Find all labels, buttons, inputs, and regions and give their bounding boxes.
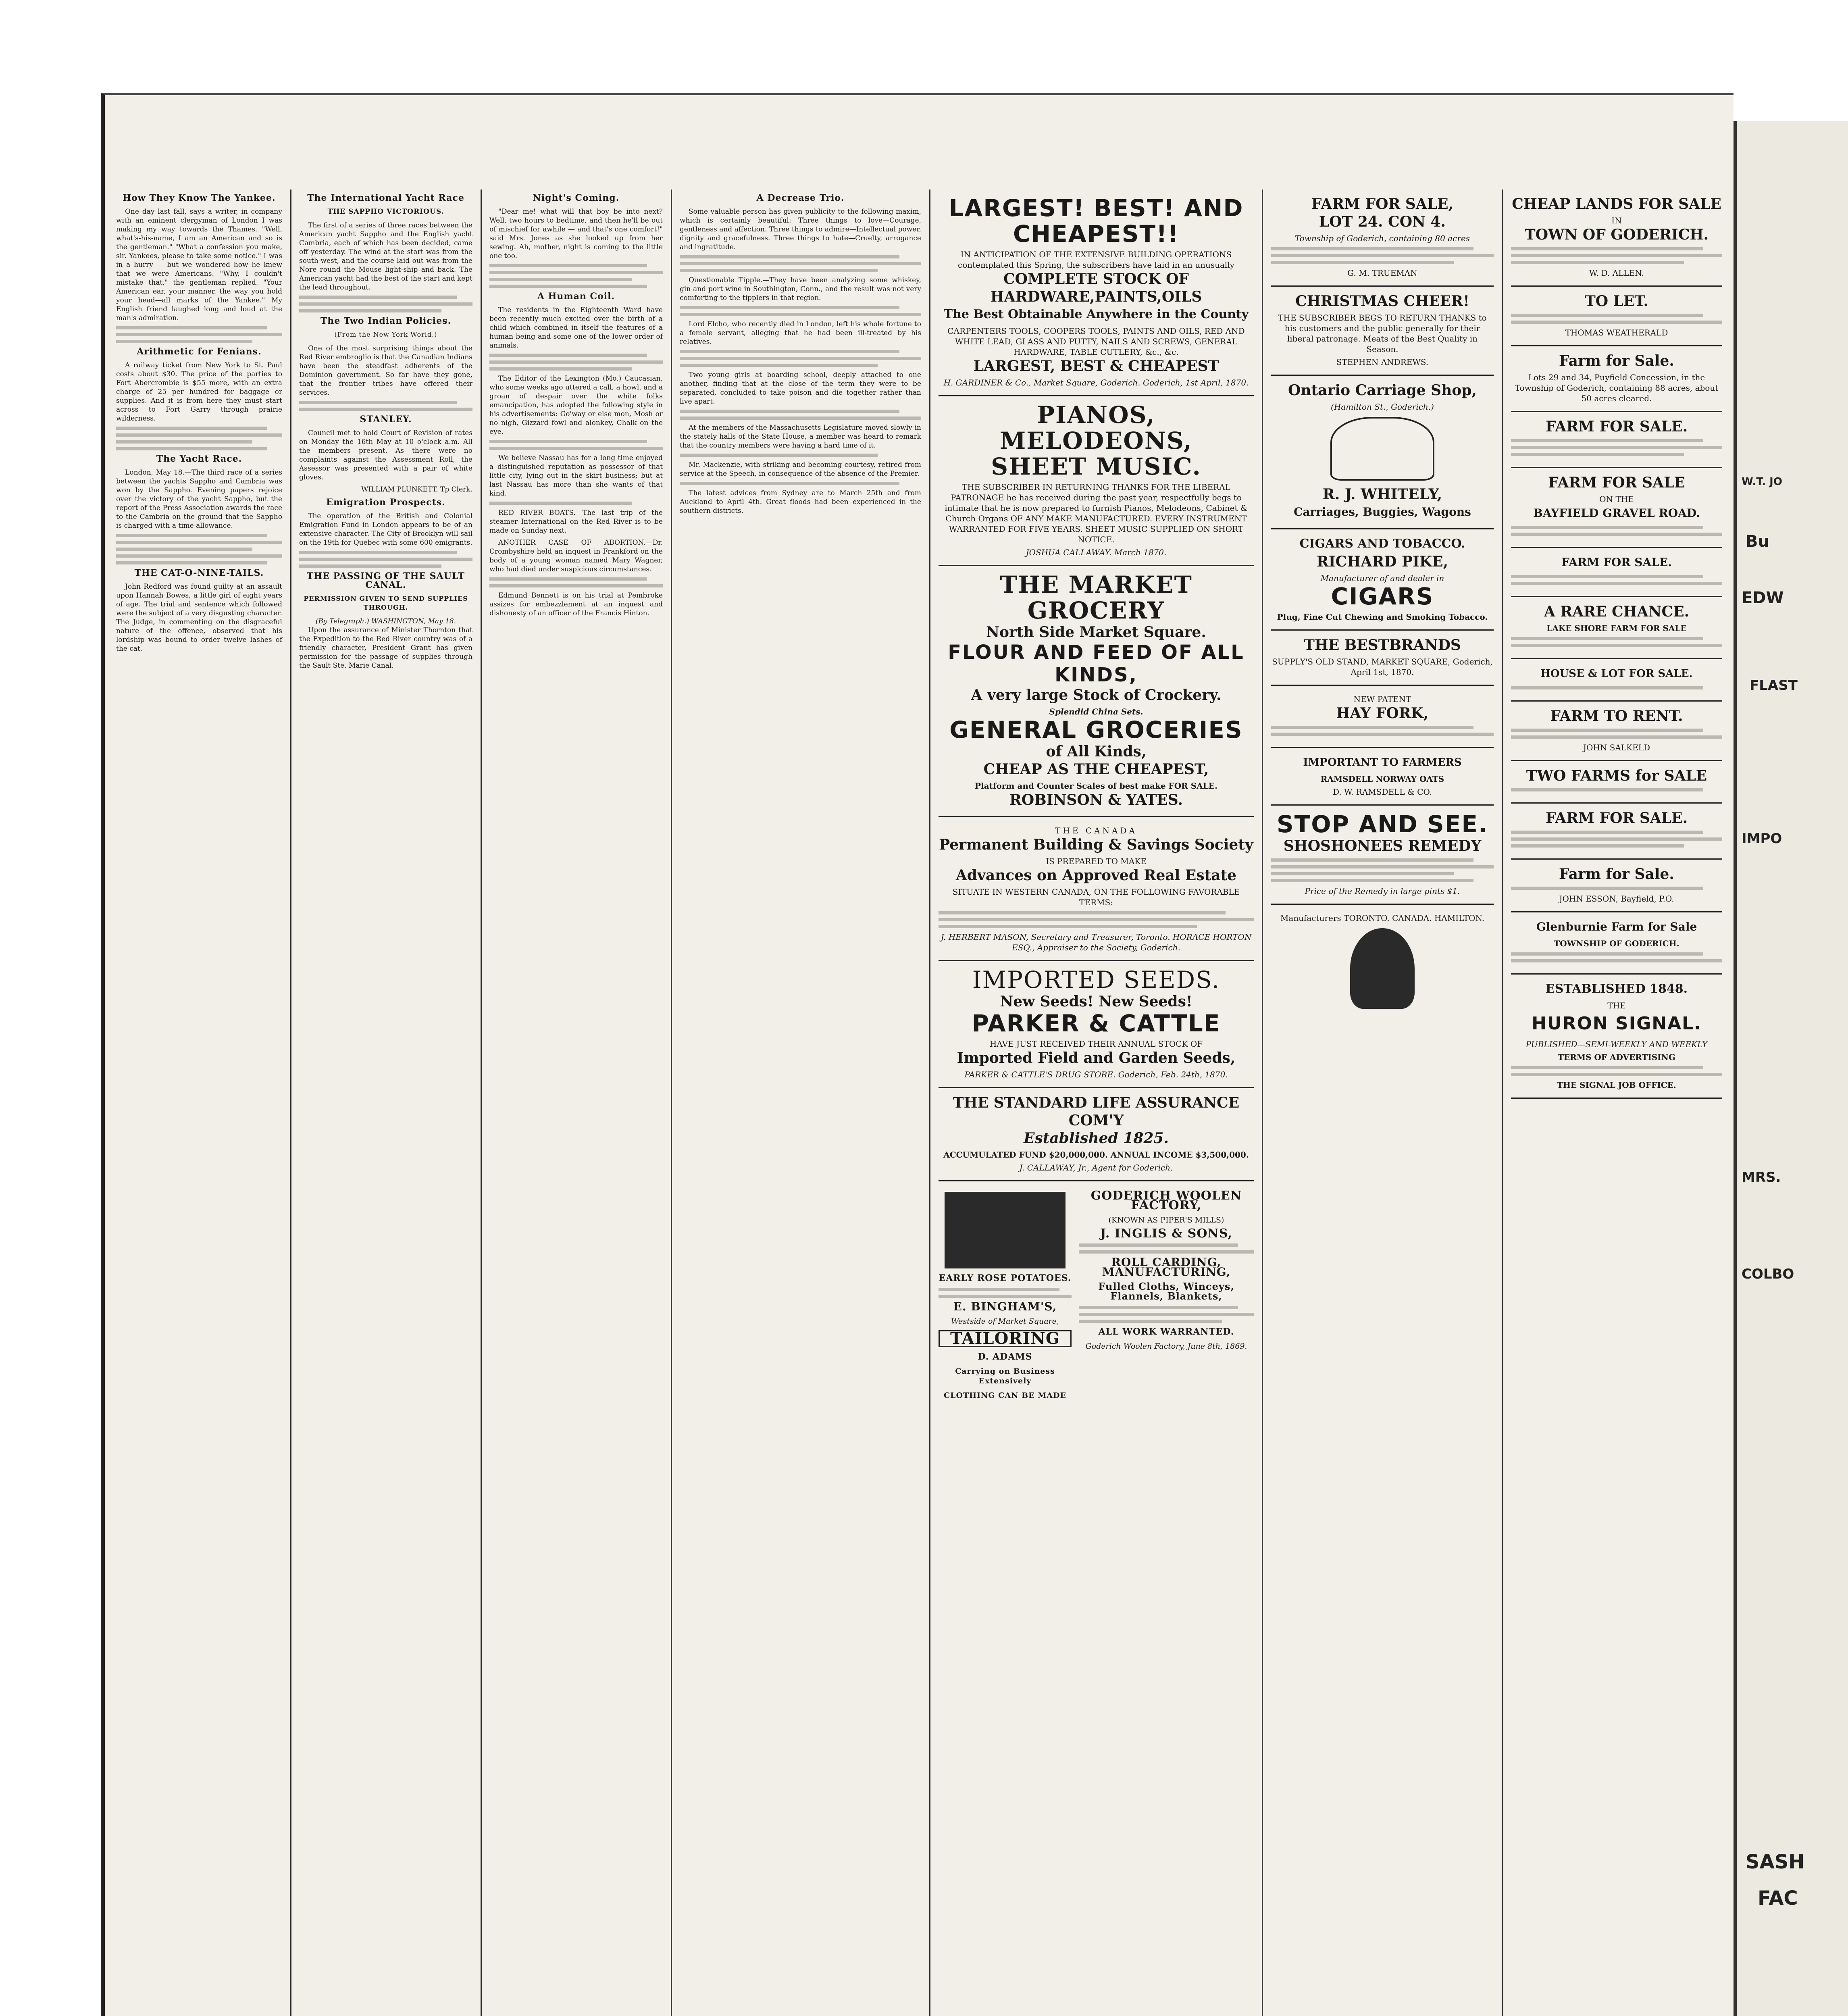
edge-fragment: FAC — [1758, 1887, 1798, 1910]
ad-headline: IMPORTED SEEDS. — [972, 966, 1220, 993]
ad-signature: PARKER & CATTLE'S DRUG STORE. Goderich, Feb. 24th, 1870. — [964, 1070, 1228, 1079]
ad-text: THE SUBSCRIBER IN RETURNING THANKS FOR THE LIBERAL PATRONAGE he has received during the past year, respectfully begs to intimate that he is now prepared to furnish Pianos, Melodeons, Cabinet & Church Organs OF ANY MAKE MANUFACTURED. EVERY INSTRUMENT WARRANTED FOR FIVE YEARS. SHEET MUSIC SUPPLIED ON SHORT NOTICE. — [945, 482, 1248, 544]
christmas-cheer-ad — [1271, 287, 1494, 376]
ad-headline: CHRISTMAS CHEER! — [1295, 293, 1469, 310]
farm-for-sale-ad — [1271, 190, 1494, 287]
house-lot-ad — [1511, 659, 1722, 702]
building-society-advertisement — [939, 817, 1254, 961]
ad-headline: FARM FOR SALE, — [1311, 196, 1454, 212]
farm-for-sale-ad — [1511, 412, 1722, 468]
article-body: Mr. Mackenzie, with striking and becoming courtesy, retired from service at the Speech, in consequence of the absence of the Premier. — [680, 461, 921, 478]
ad-headline: PARKER & CATTLE — [972, 1010, 1221, 1037]
ad-headline: Imported Field and Garden Seeds, — [957, 1050, 1236, 1066]
potatoes-illustration — [945, 1192, 1066, 1268]
ad-headline: J. INGLIS & SONS, — [1100, 1227, 1232, 1241]
article-body: The Editor of the Lexington (Mo.) Caucasian, who some weeks ago uttered a call, a howl, and a groan of despair over the white folks emancipation, has adopted the following style in his advertisements: Go'way or else mon, Mosh or no nigh, Gizzard fowl and alonkey, Chalk on the eye. — [489, 375, 663, 436]
ad-signature: JOSHUA CALLAWAY. March 1870. — [1026, 548, 1167, 557]
ad-headline: HAY FORK, — [1336, 705, 1429, 722]
edge-fragment: W.T. JO — [1742, 476, 1782, 488]
ad-headline: Permanent Building & Savings Society — [939, 836, 1253, 853]
article-body: The first of a series of three races between the American yacht Sappho and the English yacht Cambria, each of which has been decided, came off yesterday. The wind at the start was from the south-west, and the course laid out was from the Nore round the Mouse light-ship and back. The American yacht had the best of the start and kept the lead throughout. — [299, 221, 472, 292]
ad-signature: STEPHEN ANDREWS. — [1336, 357, 1429, 367]
ad-item-list: CARPENTERS TOOLS, COOPERS TOOLS, PAINTS AND OILS, RED AND WHITE LEAD, GLASS AND PUTTY, NAILS AND SCREWS, GENERAL HARDWARE, TABLE CUTLERY, &c., &c. — [947, 326, 1245, 357]
ad-headline: LARGEST, BEST & CHEAPEST — [973, 358, 1219, 375]
cheap-lands-ad — [1511, 190, 1722, 287]
ad-headline: New Seeds! New Seeds! — [1000, 993, 1192, 1010]
article-body: Lord Elcho, who recently died in London, left his whole fortune to a female servant, alleging that he had been ill-treated by his relatives. — [680, 320, 921, 346]
article-body: RED RIVER BOATS.—The last trip of the steamer International on the Red River is to be made on Sunday next. — [489, 509, 663, 535]
ad-signature: Goderich Woolen Factory, June 8th, 1869. — [1085, 1342, 1247, 1351]
ad-headline: IMPORTANT TO FARMERS — [1303, 756, 1462, 768]
ad-text: PUBLISHED—SEMI-WEEKLY AND WEEKLY — [1525, 1039, 1708, 1049]
article-title: The International Yacht Race — [307, 193, 464, 203]
ad-headline: Farm for Sale. — [1559, 352, 1674, 369]
ad-headline: TAILORING — [939, 1330, 1072, 1347]
ad-headline: CIGARS — [1331, 583, 1434, 610]
adjacent-page-edge — [1734, 121, 1848, 2016]
column-5-advertisements — [931, 190, 1261, 2016]
article-title: The Yacht Race. — [156, 454, 242, 464]
ad-text: RAMSDELL NORWAY OATS — [1320, 774, 1444, 784]
ad-signature: JOHN ESSON, Bayfield, P.O. — [1559, 894, 1674, 904]
ad-text: ON THE — [1599, 494, 1634, 504]
rare-chance-ad — [1511, 597, 1722, 659]
signature: WILLIAM PLUNKETT, Tp Clerk. — [361, 485, 472, 494]
carriage-illustration — [1330, 417, 1434, 481]
ad-headline: SHOSHONEES REMEDY — [1283, 837, 1482, 854]
ad-text: IS PREPARED TO MAKE — [1046, 856, 1147, 866]
bottom-ad-row — [939, 1181, 1254, 1405]
edge-fragment: EDW — [1742, 589, 1784, 607]
ad-headline: TWO FARMS for SALE — [1526, 767, 1707, 784]
ad-text: Price of the Remedy in large pints $1. — [1305, 886, 1460, 896]
ad-text: THE — [1607, 1001, 1626, 1010]
ad-headline: D. ADAMS — [978, 1352, 1032, 1362]
ad-headline: HOUSE & LOT FOR SALE. — [1540, 668, 1693, 680]
column-rule — [290, 190, 291, 2016]
edge-fragment: IMPO — [1742, 831, 1782, 847]
article-title: How They Know The Yankee. — [123, 193, 276, 203]
article-title: THE PASSING OF THE SAULT CANAL. — [307, 571, 465, 590]
column-rule — [481, 190, 482, 2016]
ad-headline: EARLY ROSE POTATOES. — [939, 1273, 1072, 1283]
column-3 — [482, 190, 670, 2016]
article-subtitle: PERMISSION GIVEN TO SEND SUPPLIES THROUGH. — [304, 595, 468, 611]
ad-headline: A very large Stock of Crockery. — [971, 687, 1222, 704]
ad-signature: JOHN SALKELD — [1583, 743, 1650, 752]
ad-headline: Fulled Cloths, Winceys, Flannels, Blankets, — [1098, 1281, 1234, 1302]
ad-signature: ROBINSON & YATES. — [1009, 791, 1183, 808]
woolen-factory-advertisement — [1079, 1187, 1254, 1405]
ad-headline: ALL WORK WARRANTED. — [1098, 1327, 1234, 1337]
ad-headline: PIANOS, MELODEONS, — [1000, 401, 1192, 454]
edge-fragment: COLBO — [1742, 1266, 1794, 1282]
ad-text: LAKE SHORE FARM FOR SALE — [1546, 623, 1687, 633]
article-subtitle: (From the New York World.) — [334, 331, 437, 338]
article-body: "Dear me! what will that boy be into next? Well, two hours to bedtime, and then he'll be out of mischief for awhile — and that's one comfort!" said Mrs. Jones as she looked up from her sewing. Ah, mother, night is coming to the little one too. — [489, 208, 663, 260]
ad-headline: GENERAL GROCERIES — [949, 716, 1243, 744]
ad-headline: TO LET. — [1584, 293, 1649, 310]
article-title: A Human Coil. — [537, 291, 615, 302]
article-body: Questionable Tipple.—They have been analyzing some whiskey, gin and port wine in Southington, Conn., and the result was not very comforting to the tipplers in that region. — [680, 276, 921, 302]
article-body: John Redford was found guilty at an assault upon Hannah Bowes, a little girl of eight years of age. The trial and sentence which followed were the subject of a very disgusting character. The Judge, in commenting on the disgraceful nature of the offence, observed that his lordship was bound to order twelve lashes of the cat. — [116, 583, 282, 653]
ad-text: NEW PATENT — [1353, 694, 1411, 704]
farm-for-sale-ad — [1511, 804, 1722, 860]
article-title: Night's Coming. — [533, 193, 620, 203]
carriage-shop-ad — [1271, 376, 1494, 529]
ad-text: Plug, Fine Cut Chewing and Smoking Tobacco. — [1277, 612, 1488, 622]
ad-headline: RICHARD PIKE, — [1316, 553, 1448, 570]
column-7-advertisements — [1504, 190, 1729, 2016]
ad-headline: R. J. WHITELY, — [1322, 486, 1442, 503]
ad-headline: ESTABLISHED 1848. — [1545, 982, 1688, 996]
column-4 — [672, 190, 928, 2016]
ad-headline: COMPLETE STOCK OF HARDWARE,PAINTS,OILS — [990, 271, 1202, 305]
ad-headline: BAYFIELD GRAVEL ROAD. — [1533, 506, 1700, 520]
article-body: We believe Nassau has for a long time enjoyed a distinguished reputation as possessor of that little city, lying out in the skirt business; but at last Nassau has more than she wants of that kind. — [489, 454, 663, 498]
ad-text: SUPPLY'S OLD STAND, MARKET SQUARE, Goderich, April 1st, 1870. — [1272, 657, 1493, 677]
article-title: STANLEY. — [360, 414, 412, 425]
cigars-ad — [1271, 529, 1494, 631]
article-body: ANOTHER CASE OF ABORTION.—Dr. Crombyshire held an inquest in Frankford on the body of a young woman named Mary Wagner, who had died under suspicious circumstances. — [489, 539, 663, 573]
ad-text: Manufacturers TORONTO. CANADA. HAMILTON. — [1280, 913, 1485, 923]
ad-headline: The Best Obtainable Anywhere in the County — [943, 307, 1249, 321]
ad-headline: THE MARKET GROCERY — [1000, 571, 1192, 624]
article-body: Upon the assurance of Minister Thornton that the Expedition to the Red River country was of a friendly character, President Grant has given permission for the passage of supplies through the Sault Ste. Marie Canal. — [299, 626, 472, 670]
ad-text: IN ANTICIPATION OF THE EXTENSIVE BUILDING OPERATIONS contemplated this Spring, the subscribers have laid in an unusually — [958, 250, 1234, 270]
article-body: One of the most surprising things about the Red River embroglio is that the Canadian Indians have been the steadfast adherents of the Dominion government. So far have they gone, that the frontier tribes have offered their services. — [299, 344, 472, 397]
ad-text: Lots 29 and 34, Puyfield Concession, in the Township of Goderich, containing 88 acres, about 50 acres cleared. — [1515, 373, 1719, 403]
ad-text: TERMS OF ADVERTISING — [1558, 1052, 1675, 1062]
dateline: (By Telegraph.) WASHINGTON, May 18. — [315, 617, 456, 625]
article-title: Arithmetic for Fenians. — [137, 346, 262, 357]
ad-text: Westside of Market Square, — [951, 1317, 1059, 1326]
ad-headline: CHEAP LANDS FOR SALE — [1512, 196, 1721, 212]
column-2 — [292, 190, 480, 2016]
ad-subheadline: Established 1825. — [1024, 1130, 1169, 1147]
ad-text: (Hamilton St., Goderich.) — [1331, 402, 1434, 412]
ad-signature: J. CALLAWAY, Jr., Agent for Goderich. — [1019, 1163, 1173, 1173]
to-let-ad — [1511, 287, 1722, 346]
ad-text: SITUATE IN WESTERN CANADA, ON THE FOLLOWING FAVORABLE TERMS: — [952, 887, 1240, 907]
article-body: Council met to hold Court of Revision of rates on Monday the 16th May at 10 o'clock a.m. All the members present. As there were no complaints against the Assessment Roll, the Assessor was presented with a pair of white gloves. — [299, 429, 472, 481]
column-6-advertisements — [1264, 190, 1501, 2016]
article-body: A railway ticket from New York to St. Paul costs about $30. The price of the parties to Fort Abercrombie is $55 more, with an extra charge of 25 per hundred for baggage or supplies. And it is from here they must start across to Fort Garry through prairie wilderness. — [116, 361, 282, 423]
ad-headline: FARM FOR SALE. — [1545, 418, 1688, 435]
ad-headline: Advances on Approved Real Estate — [955, 867, 1237, 884]
ad-headline: FARM FOR SALE. — [1561, 556, 1672, 569]
huron-signal-masthead — [1511, 975, 1722, 1099]
edge-fragment: Bu — [1746, 532, 1769, 551]
bayfield-farm-ad — [1511, 468, 1722, 548]
farm-for-sale-ad — [1511, 346, 1722, 412]
article-body: One day last fall, says a writer, in company with an eminent clergyman of London I was making my way towards the Thames. "Well, what's-his-name, I am an American and so is the gentleman." "What a confession you make, sir. Yankees, please to take some notice." I was in a hurry — but we wondered how he knew that we were Americans. "Why, I couldn't mistake that," the gentleman replied. "Your American ear, your manner, the way you hold your head—all marks of the Yankee." My English friend laughed long and loud at the man's admiration. — [116, 208, 282, 322]
ad-headline: FARM TO RENT. — [1550, 708, 1683, 725]
ad-headline: GODERICH WOOLEN FACTORY, — [1090, 1189, 1242, 1212]
edge-fragment: FLAST — [1750, 677, 1798, 694]
article-body: The latest advices from Sydney are to March 25th and from Auckland to April 4th. Great floods had been experienced in the southern districts. — [680, 489, 921, 515]
column-rule — [671, 190, 672, 2016]
ad-subheadline: North Side Market Square. — [986, 624, 1206, 641]
ad-text: THE SIGNAL JOB OFFICE. — [1557, 1080, 1676, 1090]
ad-text: Platform and Counter Scales of best make FOR SALE. — [975, 781, 1217, 791]
ad-headline: STOP AND SEE. — [1276, 810, 1488, 838]
ad-headline: HURON SIGNAL. — [1532, 1013, 1702, 1034]
article-body: The operation of the British and Colonial Emigration Fund in London appears to be of an extensive character. The City of Brooklyn will sail on the 19th for Quebec with some 600 emigrants. — [299, 512, 472, 547]
best-brands-ad — [1271, 631, 1494, 686]
ad-signature: G. M. TRUEMAN — [1347, 268, 1417, 278]
seeds-advertisement — [939, 961, 1254, 1088]
article-title: The Two Indian Policies. — [320, 316, 452, 326]
portrait-illustration — [1350, 928, 1415, 1009]
ad-headline: CLOTHING CAN BE MADE — [944, 1391, 1066, 1400]
ad-text: ACCUMULATED FUND $20,000,000. ANNUAL INCOME $3,500,000. — [943, 1150, 1249, 1160]
farm-for-sale-ad — [1511, 548, 1722, 597]
ad-text: IN — [1611, 216, 1622, 225]
ad-headline: SHEET MUSIC. — [991, 453, 1201, 480]
column-rule — [1262, 190, 1263, 2016]
ad-headline: Carrying on Business Extensively — [955, 1367, 1055, 1385]
ad-signature: THOMAS WEATHERALD — [1565, 328, 1668, 337]
farm-to-rent-ad — [1511, 702, 1722, 761]
ad-subheadline: of All Kinds, — [1046, 743, 1147, 760]
shoshonees-remedy-ad — [1271, 806, 1494, 905]
article-body: At the members of the Massachusetts Legislature moved slowly in the stately halls of the State House, a member was heard to remark that the country members were having a hard time of it. — [680, 424, 921, 450]
manufacturers-ad — [1271, 905, 1494, 1021]
ad-headline: CIGARS AND TOBACCO. — [1299, 537, 1465, 551]
ad-text: HAVE JUST RECEIVED THEIR ANNUAL STOCK OF — [989, 1039, 1203, 1049]
article-body: Two young girls at boarding school, deeply attached to one another, finding that at the close of the term they were to be separated, concluded to take poison and die together rather than live apart. — [680, 371, 921, 406]
ad-signature: J. HERBERT MASON, Secretary and Treasurer, Toronto. HORACE HORTON ESQ., Appraiser to the Society, Goderich. — [941, 932, 1252, 952]
ad-headline: Ontario Carriage Shop, — [1288, 382, 1477, 399]
edge-fragment: MRS. — [1742, 1169, 1781, 1185]
hay-fork-ad — [1271, 686, 1494, 748]
ad-text: Manufacturer of and dealer in — [1320, 573, 1444, 583]
ad-headline: A RARE CHANCE. — [1544, 603, 1690, 620]
ad-headline: Carriages, Buggies, Wagons — [1294, 505, 1471, 519]
farmers-oats-ad — [1271, 748, 1494, 806]
glenburnie-farm-ad — [1511, 912, 1722, 975]
column-1 — [109, 190, 289, 2016]
ad-text: Splendid China Sets. — [1049, 707, 1143, 716]
ad-headline: THE STANDARD LIFE ASSURANCE COM'Y — [953, 1094, 1240, 1129]
ad-text: THE SUBSCRIBER BEGS TO RETURN THANKS to his customers and the public generally for their liberal patronage. Meats of the Best Quality in Season. — [1278, 313, 1487, 354]
ad-headline: FARM FOR SALE — [1548, 474, 1685, 491]
edge-fragment: SASH — [1746, 1851, 1805, 1873]
ad-signature: W. D. ALLEN. — [1589, 268, 1644, 278]
article-body: Edmund Bennett is on his trial at Pembroke assizes for embezzlement at an inquest and dishonesty of an officer of the Francis Hinton. — [489, 591, 663, 617]
ad-headline: E. BINGHAM'S, — [953, 1300, 1057, 1313]
article-title: THE CAT-O-NINE-TAILS. — [134, 568, 264, 578]
two-farms-ad — [1511, 761, 1722, 804]
article-body: London, May 18.—The third race of a series between the yachts Sappho and Cambria was won by the Sappho. Evening papers rejoice over the victory of the yacht Sappho, but the report of the Press Association awards the race to the Cambria on the ground that the Sappho is charged with a time allowance. — [116, 469, 282, 530]
ad-headline: THE BESTBRANDS — [1304, 637, 1461, 654]
ad-text: (KNOWN AS PIPER'S MILLS) — [1108, 1216, 1224, 1225]
column-rule — [1502, 190, 1503, 2016]
ad-text: TOWNSHIP OF GODERICH. — [1554, 939, 1679, 948]
article-body: The residents in the Eighteenth Ward have been recently much excited over the birth of a child which combined in itself the features of a human being and some one of the lower order of animals. — [489, 306, 663, 350]
ad-headline: CHEAP AS THE CHEAPEST, — [983, 761, 1209, 778]
pianos-advertisement — [939, 396, 1254, 566]
ad-text: THE CANADA — [1055, 826, 1137, 835]
ad-headline: LARGEST! BEST! AND CHEAPEST!! — [949, 194, 1244, 248]
ad-headline: LOT 24. CON 4. — [1319, 213, 1446, 230]
potatoes-advertisement — [939, 1187, 1072, 1405]
hardware-advertisement — [939, 190, 1254, 396]
ad-headline: TOWN OF GODERICH. — [1524, 226, 1709, 243]
article-title: Emigration Prospects. — [326, 497, 445, 508]
ad-signature: H. GARDINER & Co., Market Square, Goderich. Goderich, 1st April, 1870. — [943, 378, 1249, 387]
column-rule — [929, 190, 930, 2016]
ad-headline: FARM FOR SALE. — [1545, 810, 1688, 827]
article-title: A Decrease Trio. — [756, 193, 845, 203]
ad-headline: ROLL CARDING, MANUFACTURING, — [1102, 1256, 1231, 1279]
market-grocery-advertisement — [939, 566, 1254, 817]
ad-signature: D. W. RAMSDELL & CO. — [1332, 787, 1432, 797]
ad-headline: Glenburnie Farm for Sale — [1536, 920, 1697, 933]
ad-text: Township of Goderich, containing 80 acres — [1294, 233, 1470, 243]
ad-headline: FLOUR AND FEED OF ALL KINDS, — [948, 641, 1244, 686]
farm-for-sale-ad — [1511, 860, 1722, 912]
standard-life-advertisement — [939, 1088, 1254, 1181]
ad-headline: Farm for Sale. — [1559, 866, 1674, 883]
article-subtitle: THE SAPPHO VICTORIOUS. — [327, 208, 444, 216]
article-body: Some valuable person has given publicity to the following maxim, which is certainly beautiful: Three things to love—Courage, gentleness and affection. Three things to admire—Intellectual power, dignity and gracefulness. Three things to hate—Cruelty, arrogance and ingratitude. — [680, 208, 921, 251]
